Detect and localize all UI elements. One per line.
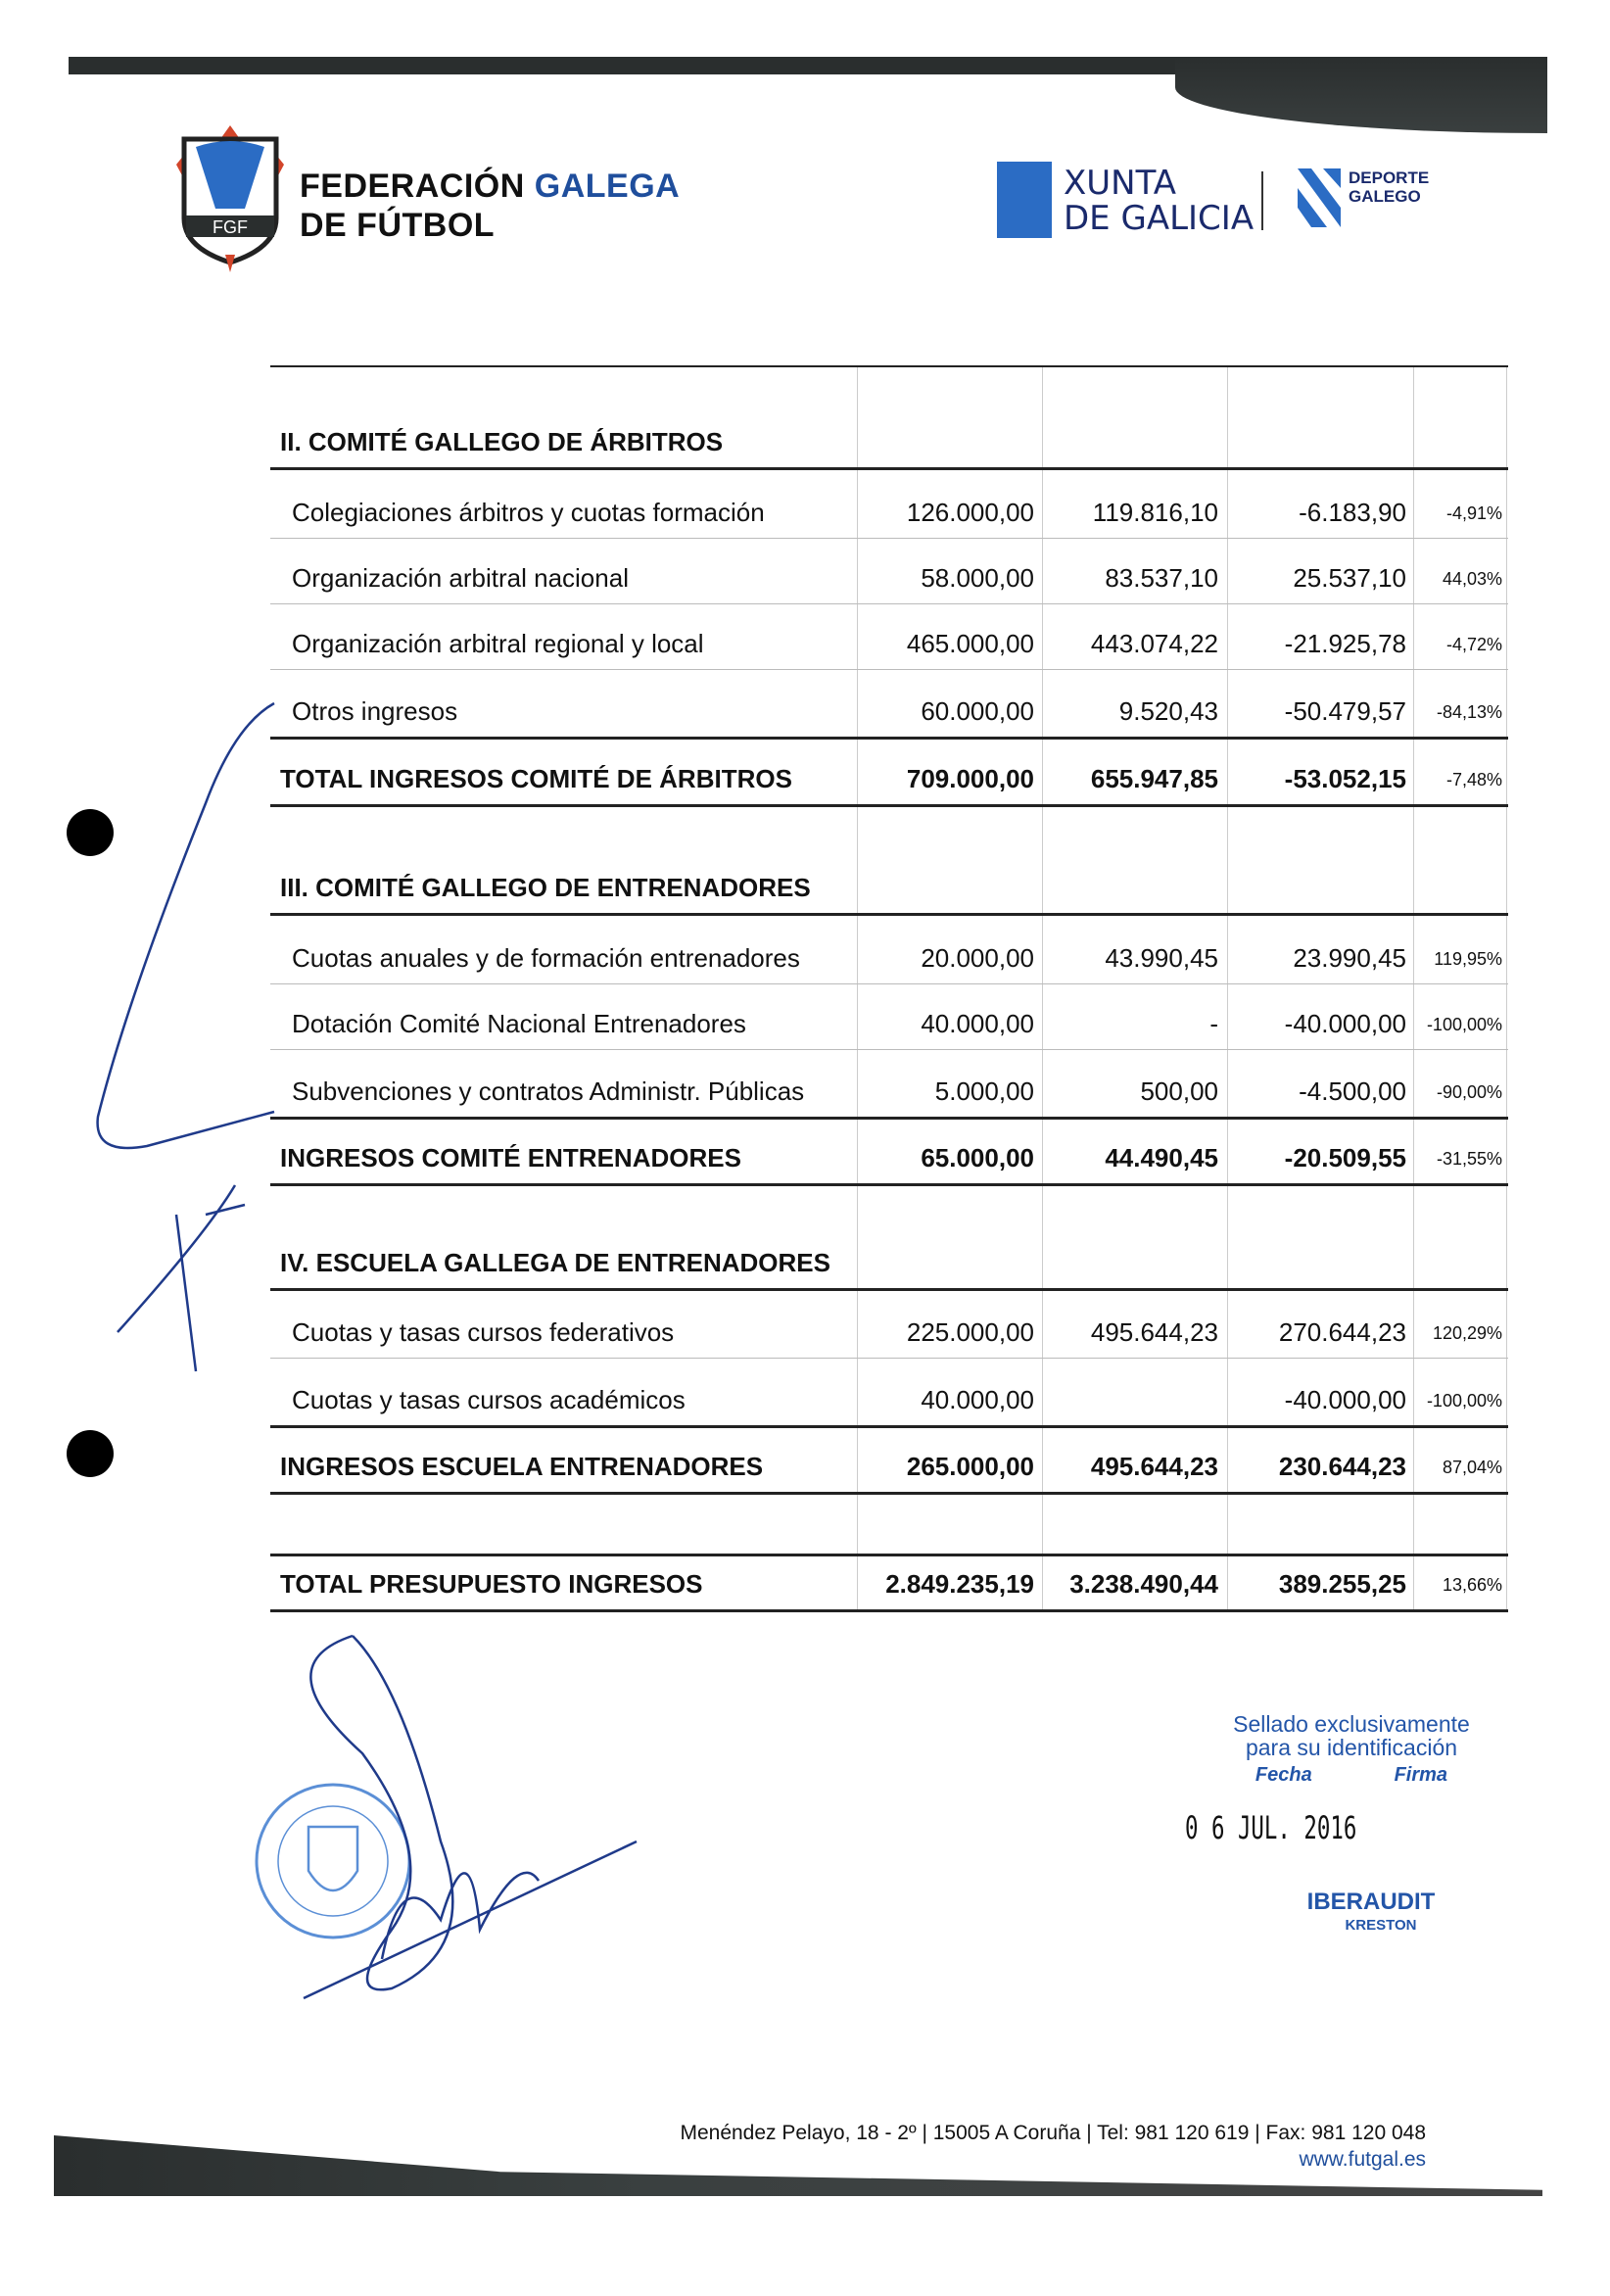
- difference-value: -21.925,78: [1284, 629, 1406, 658]
- row-label: INGRESOS ESCUELA ENTRENADORES: [280, 1452, 764, 1481]
- row-label: Colegiaciones árbitros y cuotas formación: [292, 498, 765, 527]
- budget-value: 225.000,00: [906, 1317, 1034, 1347]
- budget-value: 60.000,00: [921, 696, 1034, 726]
- fgf-title-word: FEDERACIÓN: [300, 167, 525, 205]
- table-row: [270, 1076, 1508, 1116]
- stamp-line2: para su identificación: [1245, 1735, 1458, 1760]
- fgf-title-line2: DE FÚTBOL: [300, 207, 496, 244]
- table-row: [270, 498, 1508, 537]
- row-divider: [270, 603, 1508, 604]
- actual-value: 9.520,43: [1118, 696, 1218, 726]
- percent-value: -7,48%: [1445, 770, 1502, 789]
- fgf-title-galega: GALEGA: [534, 167, 681, 205]
- budget-value: 20.000,00: [921, 943, 1034, 973]
- difference-value: -6.183,90: [1299, 498, 1406, 527]
- row-divider: [270, 983, 1508, 984]
- percent-value: 44,03%: [1442, 569, 1502, 589]
- percent-value: -4,72%: [1445, 635, 1502, 654]
- svg-text:FGF: FGF: [213, 217, 248, 237]
- actual-value: 443.074,22: [1090, 629, 1218, 658]
- difference-value: -40.000,00: [1284, 1009, 1406, 1038]
- budget-value: 40.000,00: [921, 1385, 1034, 1414]
- percent-value: -100,00%: [1426, 1391, 1502, 1411]
- actual-value: 655.947,85: [1090, 764, 1218, 793]
- fgf-logo: [176, 125, 284, 272]
- table-row: [270, 696, 1508, 736]
- logo-separator: [1261, 171, 1263, 230]
- actual-value: 495.644,23: [1090, 1452, 1218, 1481]
- percent-value: -90,00%: [1436, 1082, 1502, 1102]
- row-label: Subvenciones y contratos Administr. Públicas: [292, 1076, 805, 1106]
- difference-value: -4.500,00: [1299, 1076, 1406, 1106]
- footer-url[interactable]: www.futgal.es: [1299, 2148, 1426, 2171]
- table-row: [270, 943, 1508, 982]
- section-title: II. COMITÉ GALLEGO DE ÁRBITROS: [280, 427, 724, 456]
- budget-value: 465.000,00: [906, 629, 1034, 658]
- rule: [270, 1492, 1508, 1495]
- footer: [680, 2120, 1426, 2173]
- rule: [270, 1554, 1508, 1556]
- punch-hole: [67, 1430, 114, 1477]
- row-label: Organización arbitral regional y local: [292, 629, 704, 658]
- actual-value: 44.490,45: [1105, 1143, 1218, 1172]
- row-label: TOTAL PRESUPUESTO INGRESOS: [280, 1569, 703, 1599]
- row-divider: [270, 1117, 1508, 1120]
- fgf-title: [300, 167, 680, 245]
- percent-value: 120,29%: [1432, 1323, 1502, 1343]
- section-heading: [270, 873, 1508, 912]
- deporte-line1: DEPORTE: [1349, 168, 1430, 187]
- deporte-line2: GALEGO: [1349, 187, 1421, 206]
- section-title: IV. ESCUELA GALLEGA DE ENTRENADORES: [280, 1248, 830, 1277]
- budget-value: 265.000,00: [906, 1452, 1034, 1481]
- deporte-galego-icon: [1298, 168, 1341, 227]
- actual-value: 119.816,10: [1092, 498, 1218, 527]
- xunta-line1: XUNTA: [1064, 164, 1176, 203]
- row-label: Organización arbitral nacional: [292, 563, 629, 593]
- budget-value: 5.000,00: [934, 1076, 1034, 1106]
- difference-value: 230.644,23: [1278, 1452, 1406, 1481]
- percent-value: 13,66%: [1442, 1575, 1502, 1595]
- budget-value: 126.000,00: [906, 498, 1034, 527]
- stamp-date: 0 6 JUL. 2016: [1185, 1809, 1357, 1846]
- row-label: Cuotas y tasas cursos académicos: [292, 1385, 686, 1414]
- section-heading: [270, 1248, 1508, 1287]
- percent-value: -84,13%: [1436, 702, 1502, 722]
- table-top-rule: [270, 365, 1508, 367]
- difference-value: -40.000,00: [1284, 1385, 1406, 1414]
- difference-value: -50.479,57: [1284, 696, 1406, 726]
- stamp-fecha-label: Fecha: [1255, 1764, 1312, 1786]
- rule: [270, 1288, 1508, 1291]
- budget-value: 58.000,00: [921, 563, 1034, 593]
- row-label: TOTAL INGRESOS COMITÉ DE ÁRBITROS: [280, 764, 792, 793]
- total-row: [270, 1569, 1508, 1608]
- rule: [270, 913, 1508, 916]
- actual-value: 43.990,45: [1105, 943, 1218, 973]
- total-row: [270, 1143, 1508, 1182]
- percent-value: 119,95%: [1434, 949, 1502, 969]
- row-label: Dotación Comité Nacional Entrenadores: [292, 1009, 746, 1038]
- difference-value: -53.052,15: [1284, 764, 1406, 793]
- difference-value: 25.537,10: [1293, 563, 1406, 593]
- table-row: [270, 1317, 1508, 1357]
- handwritten-initials: [88, 686, 304, 1391]
- row-label: Cuotas anuales y de formación entrenadores: [292, 943, 800, 973]
- table-row: [270, 1009, 1508, 1048]
- budget-value: 709.000,00: [906, 764, 1034, 793]
- budget-value: 2.849.235,19: [885, 1569, 1034, 1599]
- total-row: [270, 1452, 1508, 1491]
- actual-value: 3.238.490,44: [1069, 1569, 1218, 1599]
- xunta-shield-icon: [997, 162, 1052, 238]
- xunta-line2: DE GALICIA: [1064, 199, 1255, 238]
- stamp-line1: Sellado exclusivamente: [1233, 1711, 1470, 1737]
- rule: [270, 1183, 1508, 1186]
- row-divider: [270, 538, 1508, 539]
- difference-value: 270.644,23: [1278, 1317, 1406, 1347]
- percent-value: -100,00%: [1426, 1015, 1502, 1034]
- row-label: INGRESOS COMITÉ ENTRENADORES: [280, 1143, 741, 1172]
- table-row: [270, 1385, 1508, 1424]
- rule: [270, 1609, 1508, 1612]
- footer-address: Menéndez Pelayo, 18 - 2º | 15005 A Coruña | Tel: 981 120 619 | Fax: 981 120 048: [680, 2122, 1426, 2144]
- stamp-auditor-sub: KRESTON: [1345, 1917, 1417, 1934]
- row-divider: [270, 1049, 1508, 1050]
- table-row: [270, 629, 1508, 668]
- section-title: III. COMITÉ GALLEGO DE ENTRENADORES: [280, 873, 811, 902]
- total-row: [270, 764, 1508, 803]
- actual-value: 500,00: [1140, 1076, 1218, 1106]
- seal-and-signature: [245, 1626, 656, 2018]
- budget-value: 40.000,00: [921, 1009, 1034, 1038]
- row-divider: [270, 737, 1508, 740]
- audit-stamp: [1185, 1711, 1489, 1937]
- actual-value: -: [1209, 1009, 1218, 1038]
- section-heading: [270, 427, 1508, 466]
- income-table: [270, 362, 1508, 1626]
- percent-value: -31,55%: [1436, 1149, 1502, 1169]
- budget-value: 65.000,00: [921, 1143, 1034, 1172]
- percent-value: 87,04%: [1442, 1458, 1502, 1477]
- stamp-auditor: IBERAUDIT: [1306, 1889, 1436, 1915]
- row-label: Otros ingresos: [292, 696, 458, 726]
- row-divider: [270, 1358, 1508, 1359]
- rule: [270, 804, 1508, 807]
- row-divider: [270, 1425, 1508, 1428]
- difference-value: -20.509,55: [1284, 1143, 1406, 1172]
- stamp-firma-label: Firma: [1394, 1764, 1448, 1786]
- top-decorative-curve: [1175, 57, 1547, 133]
- row-label: Cuotas y tasas cursos federativos: [292, 1317, 675, 1347]
- rule: [270, 467, 1508, 470]
- difference-value: 389.255,25: [1278, 1569, 1406, 1599]
- deporte-galego-logo: [1298, 168, 1430, 232]
- table-row: [270, 563, 1508, 602]
- difference-value: 23.990,45: [1293, 943, 1406, 973]
- row-divider: [270, 669, 1508, 670]
- percent-value: -4,91%: [1445, 503, 1502, 523]
- actual-value: 495.644,23: [1090, 1317, 1218, 1347]
- actual-value: 83.537,10: [1105, 563, 1218, 593]
